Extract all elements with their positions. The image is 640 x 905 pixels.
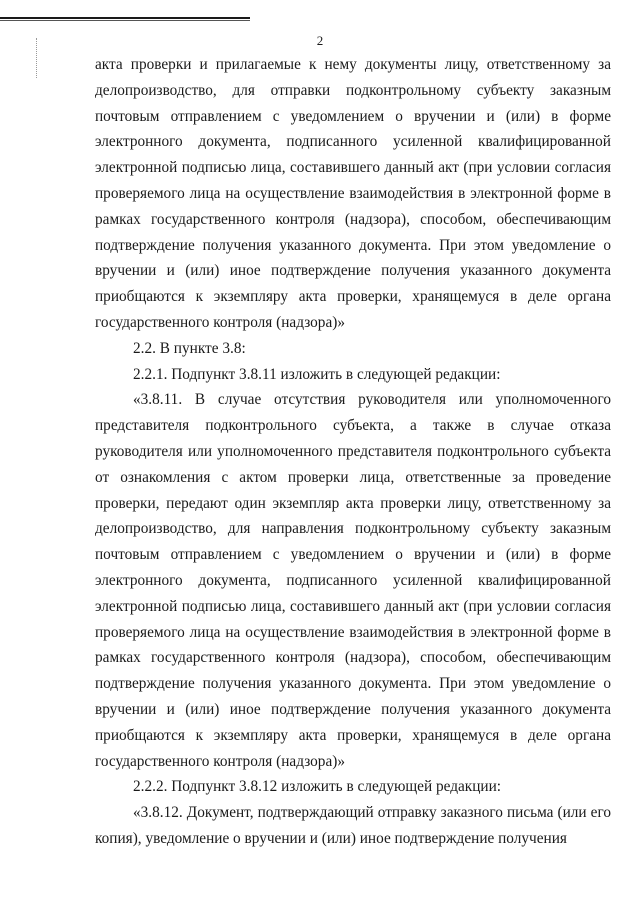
scan-edge-rule xyxy=(0,17,250,19)
document-body xyxy=(95,52,611,852)
paragraph-2-2-2: 2.2.2. Подпункт 3.8.12 изложить в следующей редакции: xyxy=(133,778,502,796)
paragraph-3-8-11: «3.8.11. В случае отсутствия руководителя или уполномоченного представителя подконтрольного субъекта, а также в случае отказа руководителя или уполномоченного представителя подконтрольного субъекта от ознакомления с актом проверки лица, ответственные за проведение проверки, передают один экземпляр акта проверки лицу, ответственному за делопроизводство, для направления подконтрольному субъекту заказным почтовым отправлением с уведомлением о вручении и (или) в форме электронного документа, подписанного усиленной квалифицированной электронной подписью лица, составившего данный акт (при условии согласия проверяемого лица на осуществление взаимодействия в электронной форме в рамках государственного контроля (надзора), способом, обеспечивающим подтверждение получения указанного документа. При этом уведомление о вручении и (или) иное подтверждение получения указанного документа приобщаются к экземпляру акта проверки, хранящемуся в деле органа государственного контроля (надзора)» xyxy=(95,391,611,770)
page-number: 2 xyxy=(316,33,324,48)
paragraph-2-2-1: 2.2.1. Подпункт 3.8.11 изложить в следующей редакции: xyxy=(133,365,501,383)
scan-edge-rule-thin xyxy=(0,20,250,21)
paragraph-2-2: 2.2. В пункте 3.8: xyxy=(133,339,246,357)
paragraph-continuation: акта проверки и прилагаемые к нему документы лицу, ответственному за делопроизводство, для отправки подконтрольному субъекту заказным почтовым отправлением с уведомлением о вручении и (или) в форме электронного документа, подписанного усиленной квалифицированной электронной подписью лица, составившего данный акт (при условии согласия проверяемого лица на осуществление взаимодействия в электронной форме в рамках государственного контроля (надзора), способом, обеспечивающим подтверждение получения указанного документа. При этом уведомление о вручении и (или) иное подтверждение получения указанного документа приобщаются к экземпляру акта проверки, хранящемуся в деле органа государственного контроля (надзора)» xyxy=(95,56,611,331)
paragraph-3-8-12: «3.8.12. Документ, подтверждающий отправку заказного письма (или его копия), уведомление о вручении и (или) иное подтверждение получения xyxy=(95,804,611,847)
